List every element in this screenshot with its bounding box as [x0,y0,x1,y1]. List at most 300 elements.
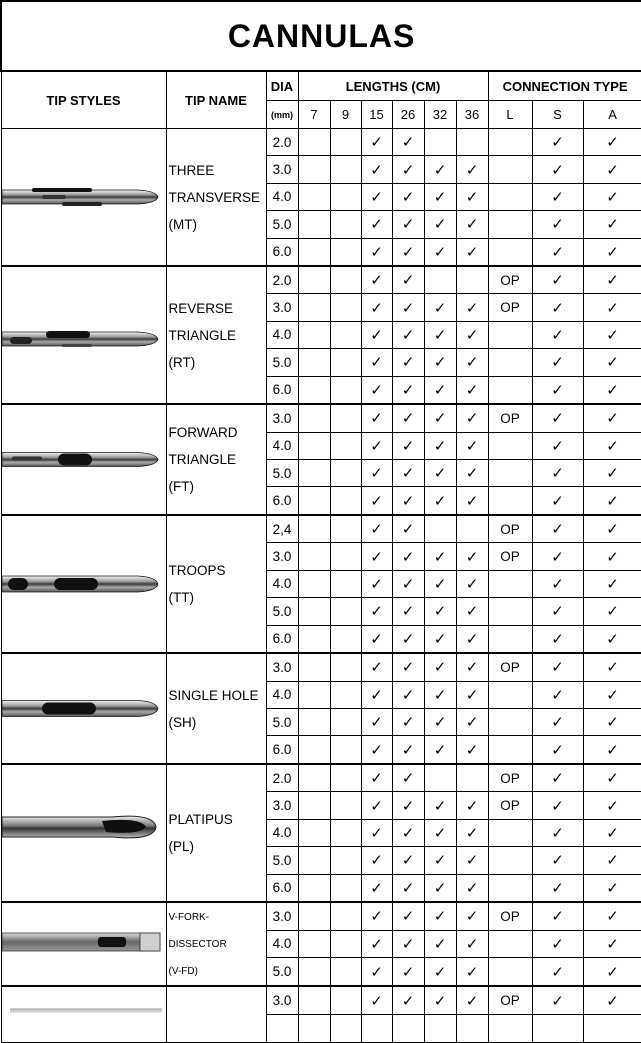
check-mark-icon: ✓ [551,878,564,897]
connection-s-cell [532,708,583,735]
check-mark-icon: ✓ [606,658,619,677]
check-mark-icon: ✓ [401,685,415,704]
check-mark-icon: ✓ [551,380,564,399]
check-mark-icon: ✓ [551,962,564,981]
length-cell-32 [424,902,456,930]
connection-s-cell [532,902,583,930]
check-mark-icon: ✓ [551,491,564,510]
length-cell-26 [392,432,424,459]
check-mark-icon: ✓ [370,409,383,428]
check-mark-icon: ✓ [433,547,447,566]
length-cell-9 [330,986,361,1015]
check-mark-icon: ✓ [370,325,383,344]
check-mark-icon: ✓ [551,160,564,179]
length-cell-9 [330,211,361,238]
check-mark-icon: ✓ [370,574,383,593]
check-mark-icon: ✓ [370,878,383,897]
length-cell-15 [361,266,392,294]
check-mark-icon: ✓ [465,602,479,621]
check-mark-icon: ✓ [370,187,383,206]
length-cell-36 [456,681,488,708]
length-cell-26 [392,515,424,543]
length-cell-36 [456,459,488,486]
table-row [1,764,641,792]
connection-l-cell [488,598,532,625]
connection-l-cell [488,183,532,210]
length-cell-15 [361,736,392,764]
connection-s-cell [532,404,583,432]
length-cell-9 [330,349,361,376]
diameter-cell: 4.0 [266,570,298,597]
check-mark-icon: ✓ [551,520,564,539]
length-cell-15 [361,211,392,238]
length-cell-32 [424,625,456,653]
diameter-cell: 5.0 [266,958,298,986]
diameter-cell: 5.0 [266,211,298,238]
check-mark-icon: ✓ [551,133,564,152]
check-mark-icon: ✓ [401,907,415,926]
length-cell-26 [392,570,424,597]
tip-styles-header: TIP STYLES [1,71,166,129]
length-cell-32 [424,570,456,597]
connection-l-cell: OP [488,792,532,819]
length-cell-9 [330,459,361,486]
length-cell-9 [330,129,361,156]
connection-l-cell: OP [488,294,532,321]
length-cell-9 [330,266,361,294]
length-cell-26 [392,847,424,874]
check-mark-icon: ✓ [370,271,383,290]
length-cell-36 [456,294,488,321]
check-mark-icon: ✓ [370,934,383,953]
diameter-cell: 6.0 [266,238,298,266]
connection-s-cell [532,625,583,653]
check-mark-icon: ✓ [465,464,479,483]
diameter-cell: 2.0 [266,266,298,294]
length-cell-26 [392,543,424,570]
check-mark-icon: ✓ [465,629,479,648]
check-mark-icon: ✓ [401,271,415,290]
connection-a-cell [583,129,641,156]
check-mark-icon: ✓ [551,574,564,593]
diameter-cell: 6.0 [266,625,298,653]
tip-name-line: (RT) [168,354,196,370]
length-cell-15 [361,598,392,625]
check-mark-icon: ✓ [401,878,415,897]
length-cell-7 [298,183,330,210]
diameter-cell: 3.0 [266,294,298,321]
length-cell-26 [392,625,424,653]
length-cell-9 [330,487,361,515]
table-row [1,986,641,1015]
check-mark-icon: ✓ [606,409,619,428]
check-mark-icon: ✓ [551,547,564,566]
connection-s-cell [532,653,583,681]
length-cell-32 [424,349,456,376]
connection-l-cell [488,459,532,486]
length-cell-9 [330,708,361,735]
lengths-header: LENGTHS (CM) [298,71,488,101]
diameter-cell: 4.0 [266,681,298,708]
length-cell-26 [392,404,424,432]
length-cell-26 [392,653,424,681]
connection-a-cell [583,183,641,210]
connection-l-cell [488,238,532,266]
connection-s-cell [532,156,583,183]
tip-name-line: TRANSVERSE [168,189,261,205]
length-cell-9 [330,432,361,459]
check-mark-icon: ✓ [401,436,415,455]
check-mark-icon: ✓ [606,823,619,842]
check-mark-icon: ✓ [433,907,447,926]
check-mark-icon: ✓ [551,907,564,926]
check-mark-icon: ✓ [370,133,383,152]
length-cell-32 [424,819,456,846]
length-cell-26 [392,792,424,819]
length-cell-26 [392,376,424,404]
check-mark-icon: ✓ [606,298,619,317]
diameter-cell: 3.0 [266,543,298,570]
length-cell-36 [456,129,488,156]
connection-type-header: CONNECTION TYPE [488,71,641,101]
length-cell-26 [392,1015,424,1043]
length-cell-32 [424,681,456,708]
length-cell-26 [392,487,424,515]
length-cell-7 [298,986,330,1015]
check-mark-icon: ✓ [606,380,619,399]
length-cell-32 [424,708,456,735]
check-mark-icon: ✓ [433,215,447,234]
diameter-cell [266,1015,298,1043]
length-cell-7 [298,874,330,902]
length-cell-7 [298,764,330,792]
check-mark-icon: ✓ [551,769,564,788]
check-mark-icon: ✓ [465,574,479,593]
connection-l-cell [488,432,532,459]
length-cell-15 [361,958,392,986]
check-mark-icon: ✓ [401,409,415,428]
check-mark-icon: ✓ [401,574,415,593]
length-cell-9 [330,653,361,681]
length-cell-9 [330,404,361,432]
connection-s-cell [532,376,583,404]
check-mark-icon: ✓ [606,491,619,510]
check-mark-icon: ✓ [606,629,619,648]
connection-a-cell [583,598,641,625]
connection-s-cell [532,266,583,294]
check-mark-icon: ✓ [433,602,447,621]
connection-s-cell [532,183,583,210]
tip-name-cell [166,764,266,902]
check-mark-icon: ✓ [433,242,447,261]
partial-cannula-tip [2,987,164,1042]
tip-name-line: SINGLE HOLE [168,687,259,703]
connection-l-cell [488,930,532,958]
check-mark-icon: ✓ [433,380,447,399]
length-cell-9 [330,321,361,348]
length-cell-36 [456,625,488,653]
check-mark-icon: ✓ [370,796,383,815]
tip-name-line: V-FORK-DISSECTOR [168,911,227,950]
connection-a-cell [583,156,641,183]
connection-l-cell [488,847,532,874]
connection-s-cell [532,736,583,764]
tip-style-cell [1,764,166,902]
tip-style-cell [1,986,166,1043]
tip-style-cell [1,266,166,404]
diameter-cell: 2,4 [266,515,298,543]
check-mark-icon: ✓ [465,796,479,815]
length-cell-32 [424,376,456,404]
length-cell-7 [298,294,330,321]
tip-name-line: PLATIPUS [168,812,233,827]
check-mark-icon: ✓ [606,436,619,455]
length-cell-7 [298,156,330,183]
length-cell-7 [298,404,330,432]
check-mark-icon: ✓ [465,409,479,428]
length-cell-36 [456,376,488,404]
check-mark-icon: ✓ [433,823,447,842]
check-mark-icon: ✓ [401,769,415,788]
check-mark-icon: ✓ [401,602,415,621]
length-cell-32 [424,598,456,625]
length-cell-26 [392,874,424,902]
connection-a-cell [583,653,641,681]
tip-name-cell [166,653,266,764]
tip-name-line: (TT) [168,590,194,605]
connection-l-cell [488,349,532,376]
length-cell-36 [456,902,488,930]
check-mark-icon: ✓ [551,934,564,953]
connection-a-cell [583,376,641,404]
check-mark-icon: ✓ [606,991,619,1010]
connection-s-cell [532,129,583,156]
check-mark-icon: ✓ [551,215,564,234]
reverse-triangle-cannula-tip [2,267,164,403]
length-cell-9 [330,515,361,543]
connection-s-cell [532,1015,583,1043]
check-mark-icon: ✓ [401,713,415,732]
check-mark-icon: ✓ [551,602,564,621]
check-mark-icon: ✓ [606,713,619,732]
length-cell-15 [361,238,392,266]
check-mark-icon: ✓ [465,187,479,206]
length-cell-36 [456,487,488,515]
check-mark-icon: ✓ [370,991,383,1010]
length-header-32: 32 [424,101,456,129]
length-cell-32 [424,211,456,238]
length-cell-32 [424,156,456,183]
check-mark-icon: ✓ [606,851,619,870]
check-mark-icon: ✓ [551,851,564,870]
length-cell-9 [330,681,361,708]
length-cell-32 [424,736,456,764]
length-cell-7 [298,321,330,348]
check-mark-icon: ✓ [606,602,619,621]
check-mark-icon: ✓ [433,353,447,372]
check-mark-icon: ✓ [401,298,415,317]
check-mark-icon: ✓ [370,464,383,483]
connection-s-cell [532,515,583,543]
length-cell-9 [330,238,361,266]
v-fork-dissector-cannula-tip [2,903,164,985]
connection-a-cell [583,764,641,792]
tip-name-line: (MT) [168,216,197,232]
length-header-36: 36 [456,101,488,129]
diameter-cell: 3.0 [266,902,298,930]
check-mark-icon: ✓ [401,547,415,566]
check-mark-icon: ✓ [551,353,564,372]
length-cell-7 [298,266,330,294]
connection-s-cell [532,681,583,708]
diameter-cell: 2.0 [266,764,298,792]
length-cell-9 [330,736,361,764]
check-mark-icon: ✓ [433,187,447,206]
length-cell-7 [298,708,330,735]
length-cell-32 [424,238,456,266]
diameter-cell: 3.0 [266,653,298,681]
connection-a-cell [583,986,641,1015]
check-mark-icon: ✓ [606,574,619,593]
check-mark-icon: ✓ [551,629,564,648]
check-mark-icon: ✓ [401,133,415,152]
connection-a-cell [583,736,641,764]
check-mark-icon: ✓ [370,962,383,981]
connection-s-cell [532,294,583,321]
check-mark-icon: ✓ [401,934,415,953]
check-mark-icon: ✓ [433,658,447,677]
length-cell-32 [424,792,456,819]
page-title: CANNULAS [1,1,641,71]
check-mark-icon: ✓ [465,547,479,566]
length-cell-26 [392,294,424,321]
length-cell-9 [330,543,361,570]
check-mark-icon: ✓ [551,740,564,759]
check-mark-icon: ✓ [433,878,447,897]
tip-name-line: REVERSE [168,300,234,316]
tip-name-line: THREE [168,162,215,178]
length-cell-32 [424,487,456,515]
check-mark-icon: ✓ [551,658,564,677]
length-header-15: 15 [361,101,392,129]
check-mark-icon: ✓ [401,851,415,870]
connection-a-cell [583,487,641,515]
check-mark-icon: ✓ [401,380,415,399]
table-row [1,902,641,930]
length-cell-15 [361,986,392,1015]
check-mark-icon: ✓ [465,325,479,344]
length-cell-15 [361,792,392,819]
connection-a-cell [583,1015,641,1043]
dia-header: DIA [266,71,298,101]
check-mark-icon: ✓ [401,187,415,206]
check-mark-icon: ✓ [370,215,383,234]
length-cell-36 [456,211,488,238]
length-cell-26 [392,902,424,930]
check-mark-icon: ✓ [370,436,383,455]
connection-a-cell [583,792,641,819]
connection-s-cell [532,986,583,1015]
check-mark-icon: ✓ [606,271,619,290]
length-cell-15 [361,376,392,404]
check-mark-icon: ✓ [551,242,564,261]
connection-s-cell [532,459,583,486]
check-mark-icon: ✓ [401,796,415,815]
connection-l-cell: OP [488,986,532,1015]
length-cell-15 [361,653,392,681]
length-cell-36 [456,349,488,376]
check-mark-icon: ✓ [606,962,619,981]
check-mark-icon: ✓ [551,713,564,732]
connection-l-cell [488,819,532,846]
diameter-cell: 5.0 [266,349,298,376]
length-cell-15 [361,708,392,735]
check-mark-icon: ✓ [433,491,447,510]
connection-l-cell [488,736,532,764]
length-cell-15 [361,515,392,543]
check-mark-icon: ✓ [606,685,619,704]
check-mark-icon: ✓ [606,769,619,788]
connection-a-cell [583,349,641,376]
check-mark-icon: ✓ [401,629,415,648]
length-cell-36 [456,986,488,1015]
length-cell-32 [424,930,456,958]
length-cell-32 [424,515,456,543]
connection-a-cell [583,708,641,735]
check-mark-icon: ✓ [401,353,415,372]
length-cell-32 [424,543,456,570]
length-cell-9 [330,958,361,986]
length-cell-36 [456,874,488,902]
check-mark-icon: ✓ [606,464,619,483]
connection-s-cell [532,874,583,902]
connection-l-cell [488,487,532,515]
length-cell-32 [424,459,456,486]
length-cell-26 [392,736,424,764]
length-cell-7 [298,847,330,874]
check-mark-icon: ✓ [551,271,564,290]
check-mark-icon: ✓ [465,436,479,455]
connection-l-cell: OP [488,902,532,930]
check-mark-icon: ✓ [370,520,383,539]
connection-a-cell [583,404,641,432]
connection-s-cell [532,321,583,348]
check-mark-icon: ✓ [370,907,383,926]
check-mark-icon: ✓ [370,823,383,842]
length-cell-7 [298,515,330,543]
length-cell-36 [456,404,488,432]
diameter-cell: 5.0 [266,598,298,625]
length-cell-7 [298,487,330,515]
diameter-cell: 3.0 [266,986,298,1015]
check-mark-icon: ✓ [370,685,383,704]
tip-name-cell [166,515,266,653]
connection-a-cell [583,543,641,570]
length-cell-9 [330,156,361,183]
length-cell-15 [361,930,392,958]
connection-s-cell [532,792,583,819]
length-cell-9 [330,570,361,597]
length-cell-15 [361,459,392,486]
length-cell-32 [424,404,456,432]
length-cell-36 [456,736,488,764]
length-cell-32 [424,874,456,902]
table-row [1,653,641,681]
tip-style-cell [1,653,166,764]
check-mark-icon: ✓ [606,878,619,897]
check-mark-icon: ✓ [401,740,415,759]
connection-l-cell [488,708,532,735]
